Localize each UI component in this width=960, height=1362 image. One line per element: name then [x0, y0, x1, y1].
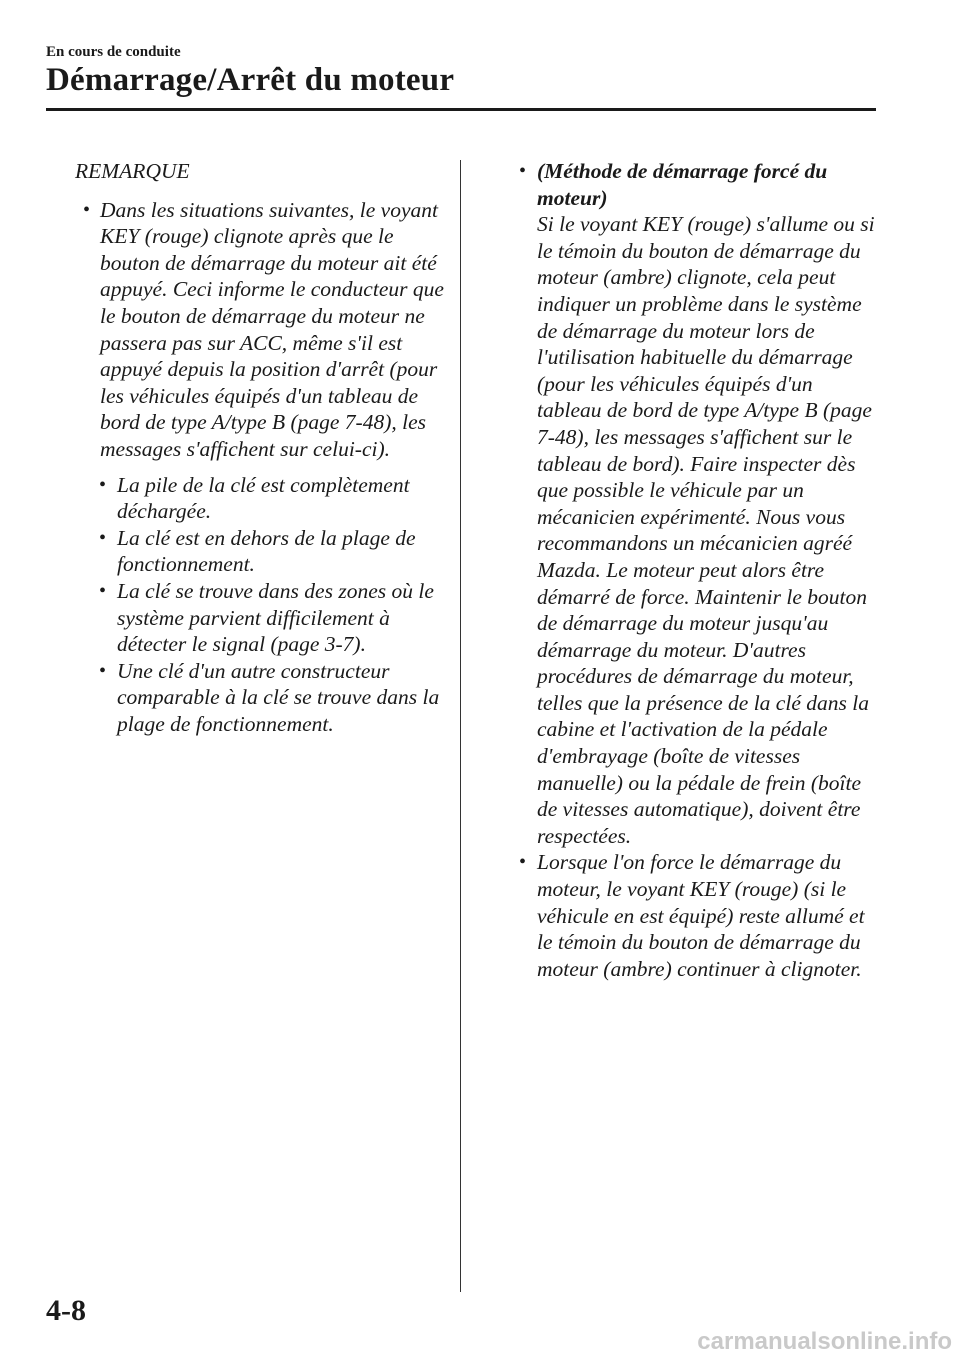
sub-bullet-text: Une clé d'un autre constructeur comparable à la clé se trouve dans la plage de fonctionnement. [117, 658, 440, 736]
bullet-dot: • [83, 198, 91, 221]
forced-start-note-text: Lorsque l'on force le démarrage du moteur, le voyant KEY (rouge) (si le véhicule en est équipé) reste allumé et le témoin du bouton de démarrage du moteur (ambre) continuer à clignoter. [537, 850, 865, 981]
right-column [517, 158, 882, 982]
forced-start-note-bullet [517, 849, 882, 982]
note-bullet [75, 197, 445, 463]
page-number: 4-8 [46, 1294, 86, 1327]
bullet-dot: • [99, 659, 107, 682]
forced-start-bullet [517, 158, 882, 849]
forced-start-title: (Méthode de démarrage forcé du moteur) [537, 159, 828, 210]
page-title: Démarrage/Arrêt du moteur [46, 62, 455, 98]
sub-bullet-text: La clé se trouve dans des zones où le système parvient difficilement à détecter le signal (page 3-7). [117, 578, 434, 657]
bullet-dot: • [99, 526, 107, 549]
bullet-dot: • [519, 851, 527, 874]
forced-start-text: Si le voyant KEY (rouge) s'allume ou si le témoin du bouton de démarrage du moteur (ambre) clignote, cela peut indiquer un problème dans le système de démarrage du moteur lors de l'utilisation habituelle du démarrage (pour les véhicules équipés d'un tableau de bord de type A/type B (page 7-48), les messages s'affichent sur le tableau de bord). Faire inspecter dès que possible le véhicule par un mécanicien expérimenté. Nous vous recommandons un mécanicien agréé Mazda. Le moteur peut alors être démarré de force. Maintenir le bouton de démarrage du moteur jusqu'au démarrage du moteur. D'autres procédures de démarrage du moteur, telles que la présence de la clé dans la cabine et l'activation de la pédale d'embrayage (boîte de vitesses manuelle) ou la pédale de frein (boîte de vitesses automatique), doivent être respectées. [537, 212, 875, 848]
sub-bullet-item [75, 658, 445, 738]
watermark: carmanualsonline.info [697, 1328, 952, 1355]
sub-bullet-item [75, 472, 445, 525]
note-bullet-text: Dans les situations suivantes, le voyant KEY (rouge) clignote après que le bouton de démarrage du moteur ait été appuyé. Ceci informe le conducteur que le bouton de démarrage du moteur ne passera pas sur ACC, même s'il est appuyé depuis la position d'arrêt (pour les véhicules équipés d'un tableau de bord de type A/type B (page 7-48), les messages s'affichent sur celui-ci). [100, 197, 444, 461]
title-rule [46, 108, 876, 111]
column-divider [460, 160, 461, 1292]
sub-bullet-text: La clé est en dehors de la plage de fonctionnement. [117, 525, 416, 577]
sub-bullet-item [75, 525, 445, 578]
left-column [75, 158, 445, 737]
bullet-dot: • [99, 579, 107, 602]
sub-bullet-text: La pile de la clé est complètement déchargée. [117, 472, 410, 524]
bullet-dot: • [99, 473, 107, 496]
sub-bullet-item [75, 578, 445, 658]
section-label: En cours de conduite [46, 44, 181, 60]
bullet-dot: • [519, 160, 527, 182]
note-title: REMARQUE [75, 159, 190, 183]
